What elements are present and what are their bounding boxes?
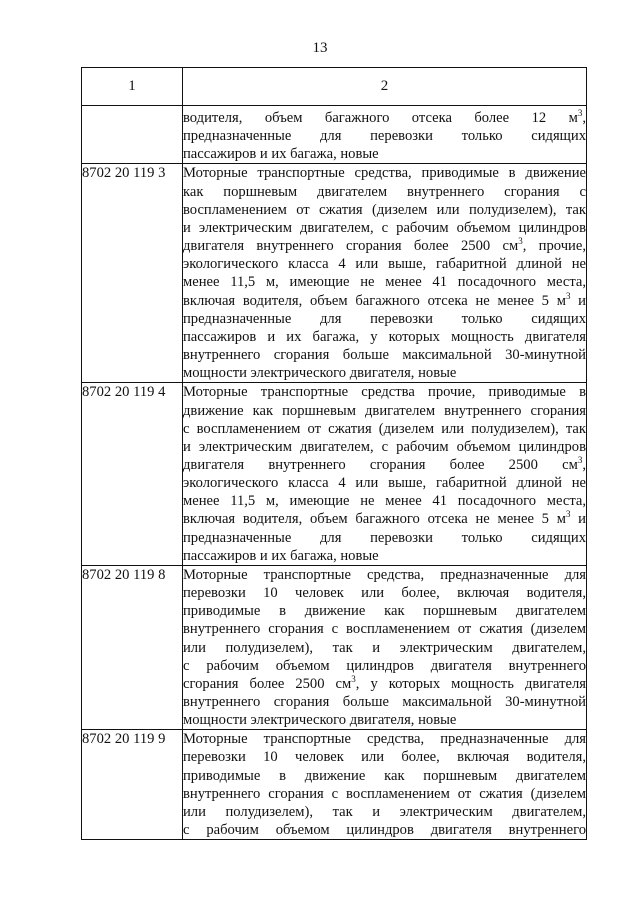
page-number: 13	[312, 40, 328, 56]
description-line: внутреннего сгорания с воспламенением от сжатия (дизелем	[183, 785, 586, 802]
description-line: приводимые в движение как поршневым двигателем	[183, 603, 586, 620]
table-row	[82, 164, 587, 383]
description-line: двигателя внутреннего сгорания более 2500 $см^3$, прочие,	[183, 236, 586, 255]
description-line: внутреннего сгорания больше максимальной 30-минутной	[183, 347, 586, 364]
description-line: Моторные транспортные средства, приводимые в движение	[183, 165, 586, 182]
tariff-code: 8702 20 119 9	[82, 730, 183, 840]
description-line: пассажиров и их багажа, новые	[183, 547, 379, 564]
description-line: приводимые в движение как поршневым двигателем	[183, 767, 586, 784]
description-line: или полудизелем), так и электрическим двигателем,	[183, 803, 586, 820]
description-line: внутреннего сгорания больше максимальной 30-минутной	[183, 694, 586, 710]
description-line: Моторные транспортные средства, предназначенные для	[183, 731, 586, 748]
table-row	[82, 106, 587, 164]
description-line: экологического класса 4 или выше, габаритной длиной не	[183, 475, 586, 492]
table-header-row	[82, 68, 587, 106]
tariff-code: 8702 20 119 4	[82, 383, 183, 566]
description-line: менее 11,5 м, имеющие не менее 41 посадочного места,	[183, 274, 586, 291]
description-line: перевозки 10 человек или более, включая водителя,	[183, 749, 586, 766]
description-line: экологического класса 4 или выше, габаритной длиной не	[183, 256, 586, 273]
description-line: с воспламенением от сжатия (дизелем или полудизелем), так	[183, 420, 586, 437]
description-line: и электрическим двигателем, с рабочим объемом цилиндров	[183, 438, 586, 455]
description-line: предназначенные для перевозки только сидящих	[183, 310, 586, 327]
description-line: мощности электрического двигателя, новые	[183, 712, 457, 729]
goods-description	[183, 730, 587, 840]
column-header-1: 1	[82, 68, 183, 106]
tariff-code	[82, 106, 183, 164]
description-line: мощности электрического двигателя, новые	[183, 365, 457, 382]
table-row	[82, 730, 587, 840]
description-line: внутреннего сгорания с воспламенением от сжатия (дизелем	[183, 621, 586, 638]
description-line: предназначенные для перевозки только сидящих	[183, 529, 586, 546]
description-line: менее 11,5 м, имеющие не менее 41 посадочного места,	[183, 493, 586, 510]
description-line: движение как поршневым двигателем внутреннего сгорания	[183, 402, 586, 419]
goods-description	[183, 164, 587, 383]
tariff-code: 8702 20 119 3	[82, 164, 183, 383]
tariff-code: 8702 20 119 8	[82, 565, 183, 729]
description-line: или полудизелем), так и электрическим двигателем,	[183, 639, 586, 656]
goods-description	[183, 106, 587, 164]
description-line: пассажиров и их багажа, у которых мощность двигателя	[183, 328, 586, 345]
tariff-table	[81, 67, 587, 840]
table-row	[82, 383, 587, 566]
description-line: воспламенением от сжатия (дизелем или полудизелем), так	[183, 201, 586, 218]
goods-description	[183, 565, 587, 729]
goods-description	[183, 383, 587, 566]
description-line: перевозки 10 человек или более, включая водителя,	[183, 585, 586, 602]
description-line: и электрическим двигателем, с рабочим объемом цилиндров	[183, 219, 586, 236]
description-line: водителя, объем багажного отсека более 12 $м^3$,	[183, 108, 586, 126]
description-line: Моторные транспортные средства прочие, приводимые в	[183, 384, 586, 401]
description-line: сгорания более 2500 $см^3$, у которых мощность двигателя	[183, 673, 587, 692]
column-header-2: 2	[183, 68, 587, 106]
description-line: включая водителя, объем багажного отсека не менее 5 $м^3$ и	[183, 509, 586, 528]
description-line: как поршневым двигателем внутреннего сгорания с	[183, 183, 586, 200]
description-line: пассажиров и их багажа, новые	[183, 146, 379, 163]
description-line: включая водителя, объем багажного отсека не менее 5 $м^3$ и	[183, 290, 586, 309]
table-row	[82, 565, 587, 729]
description-line: предназначенные для перевозки только сидящих	[183, 128, 586, 145]
description-line: с рабочим объемом цилиндров двигателя внутреннего	[183, 822, 586, 839]
description-line: Моторные транспортные средства, предназначенные для	[183, 566, 586, 583]
description-line: двигателя внутреннего сгорания более 2500 $см^3$,	[183, 454, 586, 473]
description-line: с рабочим объемом цилиндров двигателя внутреннего	[183, 657, 586, 674]
